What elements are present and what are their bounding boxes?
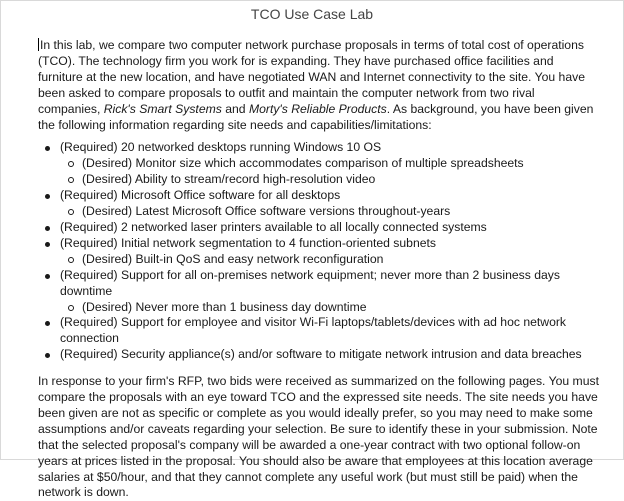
requirement-text: (Required) 20 networked desktops running Windows 10 OS [60, 140, 382, 155]
bullet-icon [45, 353, 50, 358]
circle-bullet-icon [68, 209, 74, 215]
list-item [38, 315, 600, 347]
requirement-text: (Required) Support for all on-premises network equipment; never more than 2 business days downtime [60, 267, 560, 298]
requirement-text: (Required) 2 networked laser printers available to all locally connected systems [60, 219, 487, 234]
requirements-list [38, 140, 600, 363]
bullet-icon [45, 321, 50, 326]
circle-bullet-icon [68, 177, 74, 183]
intro-paragraph [38, 38, 600, 133]
intro-part2: . As background, you have been given the following information regarding site needs and capabilities/limitations: [38, 101, 594, 132]
requirement-text: (Required) Support for employee and visitor Wi-Fi laptops/tablets/devices with ad hoc network connection [60, 315, 567, 346]
document-title: TCO Use Case Lab [250, 6, 374, 22]
company-2: Morty's Reliable Products [248, 101, 387, 116]
list-item [38, 347, 600, 363]
bullet-icon [45, 242, 50, 247]
closing-paragraph: In response to your firm's RFP, two bids were received as summarized on the following pages. You must compare the proposals with an eye toward TCO and the expressed site needs. The site needs you have been given are not as specific or complete as you would ideally prefer, so you may need to make some assumptions and/or caveats regarding your selection. Be sure to identify these in your submission. Note that the selected proposal's company will be awarded a one-year contract with two optional follow-on years at prices listed in the proposal. You should also be aware that employees at this location average salaries at $50/hour, and that they cannot complete any useful work (but must still be paid) when the network is down. [38, 374, 599, 500]
intro-part1: In this lab, we compare two computer network purchase proposals in terms of total cost of operations (TCO). The technology firm you work for is expanding. They have purchased office facilities and furniture at the new location, and have negotiated WAN and Internet connectivity to the site. You have been asked to compare proposals to outfit and maintain the computer network from two rival companies, [38, 38, 585, 116]
sub-list-item [60, 204, 600, 220]
desired-text: (Desired) Latest Microsoft Office software versions throughout-years [82, 204, 451, 219]
sub-list-item [60, 156, 600, 172]
desired-text: (Desired) Ability to stream/record high-resolution video [82, 172, 376, 187]
list-item [38, 140, 600, 188]
list-item [38, 268, 600, 316]
bullet-icon [45, 274, 50, 279]
bullet-icon [45, 226, 50, 231]
list-item [38, 188, 600, 220]
requirement-text: (Required) Microsoft Office software for all desktops [60, 188, 341, 203]
desired-text: (Desired) Never more than 1 business day downtime [82, 299, 367, 314]
intro-and: and [221, 101, 249, 116]
list-item [38, 236, 600, 268]
bullet-icon [45, 146, 50, 151]
desired-text: (Desired) Built-in QoS and easy network reconfiguration [82, 251, 384, 266]
circle-bullet-icon [68, 305, 74, 311]
list-item [38, 220, 600, 236]
sub-list-item [60, 172, 600, 188]
circle-bullet-icon [68, 257, 74, 263]
requirement-text: (Required) Security appliance(s) and/or software to mitigate network intrusion and data breaches [60, 347, 582, 362]
company-1: Rick's Smart Systems [103, 101, 222, 116]
text-cursor [38, 38, 39, 51]
document-body[interactable] [38, 38, 600, 501]
bullet-icon [45, 194, 50, 199]
sub-list-item [60, 300, 600, 316]
sub-list-item [60, 252, 600, 268]
circle-bullet-icon [68, 161, 74, 167]
requirement-text: (Required) Initial network segmentation to 4 function-oriented subnets [60, 235, 436, 250]
desired-text: (Desired) Monitor size which accommodates comparison of multiple spreadsheets [82, 156, 524, 171]
